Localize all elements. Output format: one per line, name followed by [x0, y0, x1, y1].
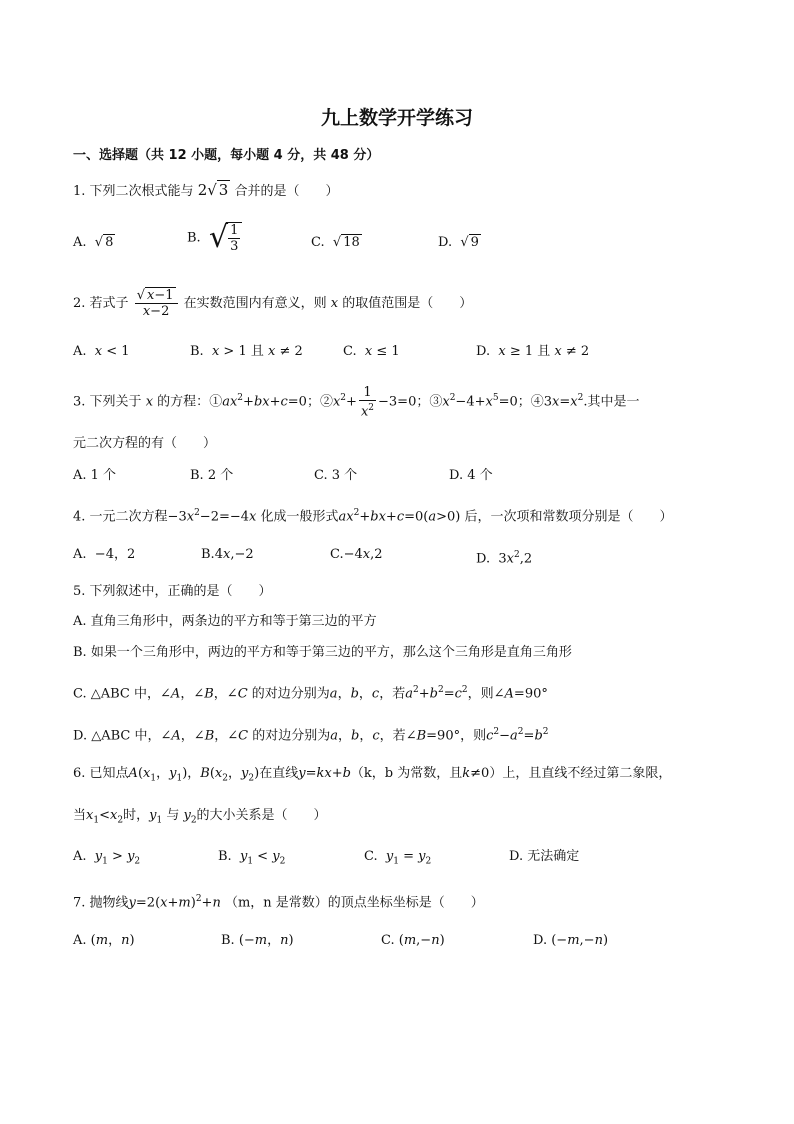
question-1-option-c: C. √ 18 [311, 235, 360, 250]
question-6-option-d: D. 无法确定 [509, 849, 580, 864]
question-3-option-b: B. 2 个 [190, 468, 234, 483]
question-2-option-c: C. x ≤ 1 [343, 344, 400, 359]
question-3-option-c: C. 3 个 [314, 468, 358, 483]
question-2-option-b: B. x > 1 且 x ≠ 2 [190, 344, 303, 359]
question-4-option-c: C.−4x,2 [330, 547, 383, 562]
question-4-option-b: B.4x,−2 [201, 547, 254, 562]
question-6-stem-line2: 当$x_1<x_2$时，$y_1$ 与 $y_2$的大小关系是（ ） [73, 808, 327, 826]
question-7-option-c: C. (m,−n) [381, 933, 445, 948]
question-7-option-d: D. (−m,−n) [533, 933, 609, 948]
question-5-option-a: A. 直角三角形中，两条边的平方和等于第三边的平方 [73, 614, 377, 629]
question-3-option-d: D. 4 个 [449, 468, 493, 483]
question-1-option-a: A. √ 8 [73, 235, 114, 250]
question-4-option-a: A. −4，2 [73, 547, 136, 562]
question-4-option-d: D. $3x^2,2$ [476, 550, 533, 567]
question-1-option-d: D. √ 9 [438, 235, 479, 250]
question-2-stem: 2. 若式子 $\frac{√ x-1}{x-2}$ 在实数范围内有意义，则 x 的取值范围是（ ） [73, 288, 473, 319]
question-7-option-b: B. (−m，n) [221, 933, 294, 948]
question-3-option-a: A. 1 个 [73, 468, 117, 483]
question-6-option-a: A. $y_1 > y_2$ [73, 849, 141, 867]
question-7-option-a: A. (m，n) [73, 933, 135, 948]
question-3-stem: 3. 下列关于 x 的方程：$①ax^2+bx+c=0$；$②x^2+$ $\frac{1}{x^2}$ −3=0；$③x^2-4+x^5=0$；$④3x=x^2$.其中是一 [73, 384, 640, 419]
question-6-option-b: B. $y_1 < y_2$ [218, 849, 286, 867]
question-5-option-b: B. 如果一个三角形中，两边的平方和等于第三边的平方，那么这个三角形是直角三角形 [73, 645, 572, 660]
section-heading: 一、选择题（共 12 小题，每小题 4 分，共 48 分） [73, 148, 380, 163]
question-1-option-b: B. √ $\frac{1}{3}$ [187, 222, 242, 254]
question-6-stem: 6. 已知点$A(x_1$，$y_1$)，$B(x_2$，$y_2$)在直线y=kx+b（k，b 为常数，且k≠0）上，且直线不经过第二象限， [73, 766, 672, 784]
question-4-stem: 4. 一元二次方程$-3x^2-2=-4x$ 化成一般形式$ax^2+bx+c=0(a>0)$ 后，一次项和常数项分别是（ ） [73, 508, 673, 525]
question-5-stem: 5. 下列叙述中，正确的是（ ） [73, 584, 272, 599]
question-3-stem-line2: 元二次方程的有（ ） [73, 436, 217, 451]
question-2-option-a: A. x < 1 [73, 344, 130, 359]
question-5-option-d: D. △ABC 中，∠A，∠B，∠C 的对边分别为a，b，c，若∠B=90°，则$c^2-a^2=b^2$ [73, 727, 549, 744]
page-title: 九上数学开学练习 [320, 107, 473, 129]
question-2-option-d: D. x ≥ 1 且 x ≠ 2 [476, 344, 590, 359]
question-5-option-c: C. △ABC 中，∠A，∠B，∠C 的对边分别为a，b，c，若$a^2+b^2=c^2$，则∠A=90° [73, 685, 548, 702]
question-7-stem: 7. 抛物线$y=2(x+m)^2+n$ （m，n 是常数）的顶点坐标坐标是（ ） [73, 894, 484, 911]
question-1-stem: 1. 下列二次根式能与 2√ 3 合并的是（ ） [73, 181, 339, 199]
question-6-option-c: C. $y_1 = y_2$ [364, 849, 432, 867]
